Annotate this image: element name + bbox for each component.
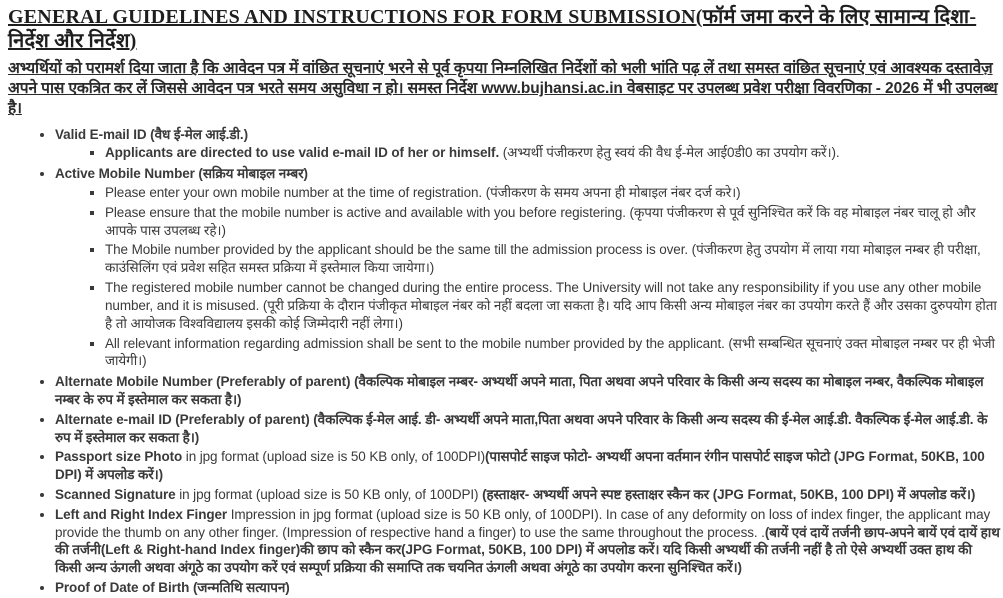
guideline-item: [55, 578, 1001, 598]
guideline-text-segment: Passport size Photo: [55, 449, 183, 465]
guideline-text-segment: in jpg format (upload size is 50 KB only, of 100DPI): [175, 487, 483, 503]
guideline-item: [55, 372, 1001, 410]
guideline-sublist: [55, 183, 1001, 371]
guideline-text-segment: Impression in jpg format (upload size is 50 KB only, of 100DPI). In case of any deformity on loss of index finger, the applicant may provide the thumb on any other finger. (Impression of respective hand a finger) to use the same throughout the process. .: [55, 506, 991, 540]
guideline-item: [55, 485, 1001, 505]
guideline-sub-item: [105, 334, 1001, 372]
guideline-text-segment: (बायें एवं दायें तर्जनी छाप-अपने बायें एवं दायें हाथ की तर्जनी(Left & Right-hand Index finger)की छाप को स्कैन कर(JPG Format, 50KB, 100 DPI) में अपलोड करें। यदि किसी अभ्यर्थी की तर्जनी नहीं है तो ऐसे अभ्यर्थी उक्त हाथ की किसी अन्य ऊंगली अथवा अंगूठे का उपयोग करें एवं सम्पूर्ण प्रक्रिया की समाप्ति तक चयनित ऊंगली अथवा अंगूठे का उपयोग करना सुनिश्चित करें।): [55, 524, 1000, 576]
page-title-english: GENERAL GUIDELINES AND INSTRUCTIONS FOR FORM SUBMISSION: [8, 6, 696, 28]
guideline-sub-item: [105, 183, 1001, 203]
guideline-text-segment: in jpg format (upload size is 50 KB only, of 100DPI): [182, 449, 485, 465]
guideline-text-segment: The Mobile number provided by the applicant should be the same till the admission process is over. (पंजीकरण हेतु उपयोग में लाया गया मोबाइल नम्बर ही परीक्षा, काउंसिलिंग एवं प्रवेश सहित समस्त प्रक्रिया में इस्तेमाल किया जायेगा।): [105, 242, 981, 276]
guideline-text-segment: (अभ्यर्थी पंजीकरण हेतु स्वयं की वैध ई-मेल आई0डी0 का उपयोग करें।).: [499, 145, 840, 161]
guideline-text-segment: Please ensure that the mobile number is active and available with you before registering. (कृपया पंजीकरण से पूर्व सुनिश्चित करें कि वह मोबाइल नंबर चालू हो और आपके पास उपलब्ध रहे।): [105, 204, 976, 238]
guideline-sub-item: [105, 278, 1001, 333]
guideline-text-segment: (हस्ताक्षर- अभ्यर्थी अपने स्पष्ट हस्ताक्षर स्कैन कर (JPG Format, 50KB, 100 DPI) में अपलोड करें।): [482, 487, 976, 503]
page-title-hindi: (फॉर्म जमा करने के लिए सामान्य दिशा-निर्देश और निर्देश): [8, 6, 977, 52]
guideline-sublist: [55, 143, 1001, 163]
intro-text-after-url: वेबसाइट पर उपलब्ध प्रवेश परीक्षा विवरणिका - 2026 में भी उपलब्ध है।: [8, 80, 998, 118]
guideline-text-segment: The registered mobile number cannot be changed during the entire process. The University will not take any responsibility if you use any other mobile number, and it is misused. (पूरी प्रक्रिया के दौरान पंजीकृत मोबाइल नंबर को नहीं बदला जा सकता है। यदि आप किसी अन्य मोबाइल नंबर का उपयोग करते हैं और उसका दुरुपयोग होता है तो आयोजक विश्वविद्यालय इसकी कोई जिम्मेदारी नहीं लेगा।): [105, 280, 997, 331]
guideline-item: [55, 447, 1001, 485]
website-url: www.bujhansi.ac.in: [481, 80, 623, 98]
guideline-text-segment: Active Mobile Number (सक्रिय मोबाइल नम्बर): [55, 166, 308, 182]
guideline-sub-item: [105, 240, 1001, 278]
guidelines-list: [8, 125, 1001, 598]
guideline-text-segment: Alternate e-mail ID (Preferably of parent) (वैकल्पिक ई-मेल आई. डी- अभ्यर्थी अपने माता,पिता अथवा अपने परिवार के किसी अन्य सदस्य की ई-मेल आई.डी. वैकल्पिक ई-मेल आई.डी. के रुप में इस्तेमाल कर सकता है।): [55, 411, 988, 445]
guideline-item: [55, 505, 1001, 578]
intro-paragraph: [8, 59, 1001, 119]
guideline-sub-item: [105, 143, 1001, 163]
guideline-text-segment: Valid E-mail ID (वैध ई-मेल आई.डी.): [55, 126, 248, 142]
guideline-text-segment: (पासपोर्ट साइज फोटो- अभ्यर्थी अपना वर्तमान रंगीन पासपोर्ट साइज फोटो (JPG Format, 50KB, 100 DPI) में अपलोड करें।): [55, 449, 985, 483]
guideline-item: [55, 410, 1001, 448]
guideline-sub-item: [105, 203, 1001, 241]
guideline-text-segment: Left and Right Index Finger: [55, 506, 228, 522]
guideline-text-segment: Applicants are directed to use valid e-mail ID of her or himself.: [105, 145, 500, 161]
guideline-text-segment: Alternate Mobile Number (Preferably of parent) (वैकल्पिक मोबाइल नम्बर- अभ्यर्थी अपने माता, पिता अथवा अपने परिवार के किसी अन्य सदस्य का मोबाइल नम्बर, वैकल्पिक मोबाइल नम्बर के रुप में इस्तेमाल कर सकता है।): [55, 374, 984, 407]
guideline-item: [55, 125, 1001, 165]
guideline-item: [55, 164, 1001, 372]
guideline-text-segment: Proof of Date of Birth (जन्मतिथि सत्यापन): [55, 580, 290, 596]
guideline-text-segment: Scanned Signature: [55, 487, 176, 503]
intro-text-before-url: अभ्यर्थियों को परामर्श दिया जाता है कि आवेदन पत्र में वांछित सूचनाएं भरने से पूर्व कृपया निम्नलिखित निर्देशों को भली भांति पढ़ लें तथा समस्त वांछित सूचनाएं एवं आवश्यक दस्तावेज़ अपने पास एकत्रित कर लें जिससे आवेदन पत्र भरते समय असुविधा न हो। समस्त निर्देश: [8, 60, 993, 98]
guideline-text-segment: Please enter your own mobile number at the time of registration. (पंजीकरण के समय अपना ही मोबाइल नंबर दर्ज करे।): [105, 185, 741, 201]
page-title: [8, 6, 1001, 53]
guideline-text-segment: All relevant information regarding admission shall be sent to the mobile number provided by the applicant. (सभी सम्बन्धित सूचनाएं उक्त मोबाइल नम्बर पर ही भेजी जायेगी।): [105, 335, 995, 369]
